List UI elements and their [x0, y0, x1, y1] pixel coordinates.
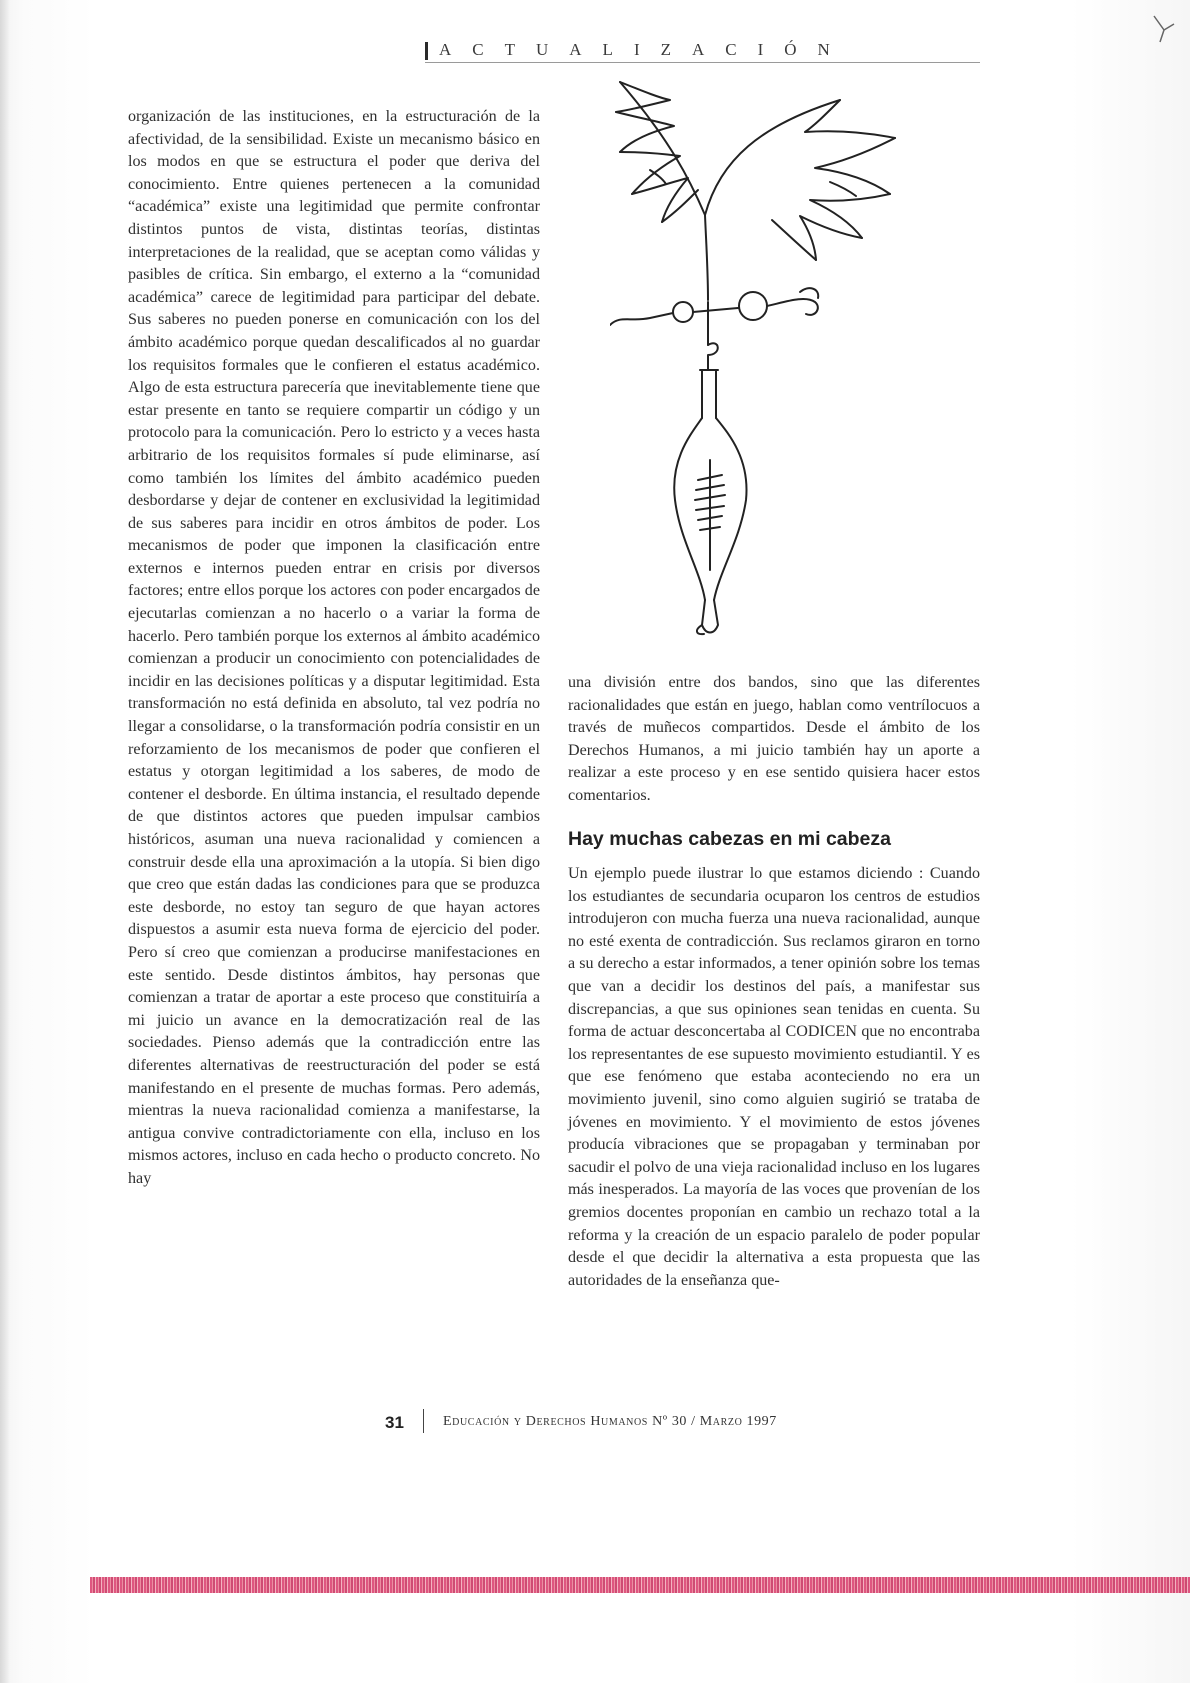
header-rule	[425, 62, 980, 63]
corner-mark-icon	[1150, 12, 1180, 52]
body-text-right-column-bottom: Un ejemplo puede ilustrar lo que estamos diciendo : Cuando los estudiantes de secundaria ocuparon los centros de estudios introdujeron con mucha fuerza una nueva racionalidad, aunque no esté exenta de contradicción. Sus reclamos giraron en torno a su derecho a estar informados, a tener opinión sobre los temas que van a decidir los destinos del país, a manifestar sus discrepancias, a que sus opiniones sean tenidas en cuenta. Su forma de actuar desconcertaba al CODICEN que no encontraba los representantes de ese supuesto movimiento estudiantil. Y es que ese fenómeno que estaba aconteciendo no era un movimiento juvenil, sino como alguien sugirió se trataba de jóvenes en movimiento. Y el movimiento de estos jóvenes producía vibraciones que se propagaban y terminaban por sacudir el polvo de una vieja racionalidad incluso en los lugares más inesperados. La mayoría de las voces que provenían de los gremios docentes proponían en cambio un rechazo total a la reforma y la creación de un espacio paralelo de poder popular desde el que decidir la alternativa a esta propuesta que las autoridades de la enseñanza que-	[568, 865, 980, 1289]
body-text-left-column: organización de las instituciones, en la estructuración de la afectividad, de la sensibilidad. Existe un mecanismo básico en los modos en que se estructura el poder que deriva del conocimiento. Entre quienes pertenecen a la comunidad “académica” existe una legitimidad que permite confrontar distintos puntos de vista, distintas teorías, distintas interpretaciones de la realidad, que se aceptan como válidas y pasibles de crítica. Sin embargo, el externo a la “comunidad académica” carece de legitimidad para participar del debate. Sus saberes no pueden ponerse en comunicación con los del ámbito académico porque quedan descalificados al no guardar los requisitos formales que le confieren el estatus académico. Algo de esta estructura parecería que inevitablemente tiene que estar presente en tanto se requiere compartir un código y un protocolo para la comunicación. Pero lo estricto y a veces hasta arbitrario de los requisitos formales sí pude eliminarse, así como también los límites del ámbito académico pueden desbordarse y dejar de contener en exclusividad la legitimidad de sus saberes para incidir en otros ámbitos de poder. Los mecanismos de poder que imponen la clasificación entre externos e internos pueden entrar en crisis por diversos factores; entre ellos porque los actores con poder encargados de ejecutarlas comienzan a no hacerlo o a variar la forma de hacerlo. Pero también porque los externos al ámbito académico comienzan a producir un conocimiento con potencialidades de incidir en las decisiones políticas y a disputar legitimidad. Esta transformación no está definida en absoluto, tal vez podría no llegar a consolidarse, o la transformación podría consistir en un reforzamiento de los mecanismos de poder que confieren el estatus y otorgan legitimidad a los saberes, de modo de contener el desborde. En última instancia, el resultado depende de que distintos actores que pueden impulsar cambios históricos, asuman una nueva racionalidad y comiencen a construir desde ella una aproximación a la utopía. Si bien digo que creo que están dadas las condiciones para que se produzca este desborde, no estoy tan seguro de que hayan actores dispuestos a asumir esta nueva forma de ejercicio del poder. Pero sí creo que comienzan a producirse manifestaciones en este sentido. Desde distintos ámbitos, hay personas que comienzan a tratar de aportar a este proceso que constituiría a mi juicio un avance en la democratización real de las sociedades. Pienso además que la contradicción entre las diferentes alternativas de reestructuración del poder se está manifestando en el presente de muchas formas. Pero además, mientras la nueva racionalidad comienza a manifestarse, la antigua convive contradictoriamente con ella, incluso en los mismos actores, incluso en cada hecho o producto concreto. No hay	[128, 108, 540, 1187]
running-header	[425, 38, 965, 64]
header-bar	[425, 42, 428, 60]
scan-edge-shadow	[0, 0, 10, 1683]
journal-citation: Educación y Derechos Humanos Nº 30 / Marzo 1997	[443, 1414, 777, 1429]
section-heading: Hay muchas cabezas en mi cabeza	[568, 828, 891, 850]
winged-figure-drawing-icon	[610, 70, 910, 670]
section-title: ACTUALIZACIÓN	[439, 40, 851, 59]
body-text-right-column-top: una división entre dos bandos, sino que las diferentes racionalidades que están en juego, hablan como ventrílocuos a través de muñecos compartidos. Desde el ámbito de los Derechos Humanos, a mi juicio también hay un aporte a realizar a este proceso y en ese sentido quisiera hacer estos comentarios.	[568, 674, 980, 804]
page-number: 31	[385, 1413, 404, 1432]
page-footer	[385, 1413, 905, 1437]
footer-separator	[423, 1409, 424, 1433]
red-scan-strip	[90, 1577, 1190, 1593]
